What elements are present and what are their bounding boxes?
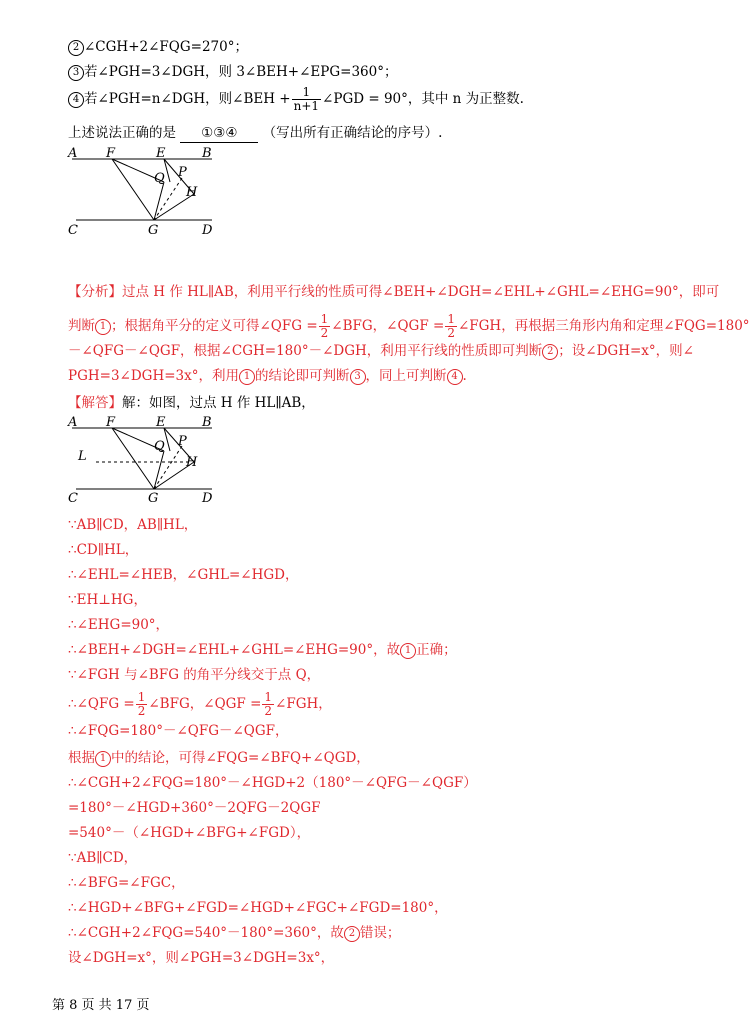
statement-4 xyxy=(68,86,524,113)
circled-number: 2 xyxy=(68,40,84,56)
analysis-line-4: PGH=3∠DGH=3x°，利用 1 的结论即可判断 3 ，同上可判断 4 . xyxy=(68,368,467,384)
solution-intro: 【解答】解：如图，过点 H 作 HL∥AB， xyxy=(68,395,315,411)
label-G: G xyxy=(148,223,159,238)
circled-number: 3 xyxy=(68,65,84,81)
label-Q: Q xyxy=(154,171,165,186)
question-line: 上述说法正确的是 ①③④ （写出所有正确结论的序号）. xyxy=(68,125,443,141)
fraction: $\frac{1}{n+1}$ xyxy=(293,85,320,113)
solution-line: ∵AB∥CD，AB∥HL， xyxy=(68,517,198,533)
label-G: G xyxy=(148,491,159,506)
page-footer: 第 8 页 共 17 页 xyxy=(52,998,150,1013)
solution-line: =540°－（∠HGD+∠BFG+∠FGD）， xyxy=(68,825,311,841)
statement-text: ∠PGD = 90°，其中 n 为正整数. xyxy=(322,91,524,107)
label-D: D xyxy=(202,223,213,238)
solution-line: ∴∠FQG=180°－∠QFG－∠QGF， xyxy=(68,723,289,739)
label-L: L xyxy=(78,449,87,464)
statement-text: 若∠PGH=n∠DGH，则∠BEH + xyxy=(84,91,291,107)
label-B: B xyxy=(202,146,212,161)
solution-line: =180°－∠HGD+360°－2QFG－2QGF xyxy=(68,800,321,816)
label-F: F xyxy=(106,146,116,161)
circled-number: 4 xyxy=(68,92,84,108)
label-C: C xyxy=(68,491,78,506)
solution-line: ∵EH⊥HG， xyxy=(68,592,147,608)
solution-line: ∴∠CGH+2∠FQG=540°－180°=360°，故 2 错误； xyxy=(68,925,401,941)
geometry-figure-2 xyxy=(60,412,230,508)
solution-line: ∴∠EHL=∠HEB，∠GHL=∠HGD， xyxy=(68,567,299,583)
label-E: E xyxy=(156,415,166,430)
analysis-tag: 【分析】 xyxy=(68,284,122,300)
solution-tag: 【解答】 xyxy=(68,395,122,411)
geometry-figure-1 xyxy=(60,142,230,240)
label-D: D xyxy=(202,491,213,506)
solution-line: ∴∠CGH+2∠FQG=180°－∠HGD+2（180°－∠QFG－∠QGF） xyxy=(68,775,477,791)
analysis-line-3: －∠QFG－∠QGF，根据∠CGH=180°－∠DGH，利用平行线的性质即可判断 2 ；设∠DGH=x°，则∠ xyxy=(68,343,694,359)
label-P: P xyxy=(178,165,187,180)
label-A: A xyxy=(68,415,78,430)
answer-blank: ①③④ xyxy=(180,124,258,143)
statement-text: 若∠PGH=3∠DGH，则 3∠BEH+∠EPG=360°； xyxy=(84,64,398,80)
label-C: C xyxy=(68,223,78,238)
label-F: F xyxy=(106,415,116,430)
analysis-line-1: 【分析】过点 H 作 HL∥AB，利用平行线的性质可得∠BEH+∠DGH=∠EHL+∠GHL=∠EHG=90°，即可 xyxy=(68,284,720,300)
statement-3 xyxy=(68,63,397,81)
solution-line: ∴∠BEH+∠DGH=∠EHL+∠GHL=∠EHG=90°，故 1 正确； xyxy=(68,642,457,658)
solution-line: ∴∠HGD+∠BFG+∠FGD=∠HGD+∠FGC+∠FGD=180°， xyxy=(68,900,448,916)
label-P: P xyxy=(178,434,187,449)
label-B: B xyxy=(202,415,212,430)
label-H: H xyxy=(186,185,198,200)
solution-line: ∴∠BFG=∠FGC， xyxy=(68,875,185,891)
solution-line: ∴∠QFG = $\frac{1}{2}$ ∠BFG，∠QGF = $\frac{1}{2}$ ∠FGH， xyxy=(68,690,332,718)
label-Q: Q xyxy=(154,439,165,454)
statement-text: ∠CGH+2∠FQG=270°； xyxy=(84,39,248,55)
analysis-line-2: 判断 1 ；根据角平分的定义可得∠QFG = $\frac{1}{2}$ ∠BFG，∠QGF = $\frac{1}{2}$ ∠FGH，再根据三角形内角和定理∠FQG=180° xyxy=(68,312,750,340)
statement-2 xyxy=(68,38,248,56)
solution-line: ∴CD∥HL， xyxy=(68,542,139,558)
label-E: E xyxy=(156,146,166,161)
solution-line: ∵∠FGH 与∠BFG 的角平分线交于点 Q， xyxy=(68,667,321,683)
label-A: A xyxy=(68,146,78,161)
solution-line: 设∠DGH=x°，则∠PGH=3∠DGH=3x°， xyxy=(68,950,335,966)
solution-line: ∵AB∥CD， xyxy=(68,850,138,866)
solution-line: ∴∠EHG=90°， xyxy=(68,617,170,633)
solution-line: 根据 1 中的结论，可得∠FQG=∠BFQ+∠QGD， xyxy=(68,750,370,766)
label-H: H xyxy=(186,455,198,470)
